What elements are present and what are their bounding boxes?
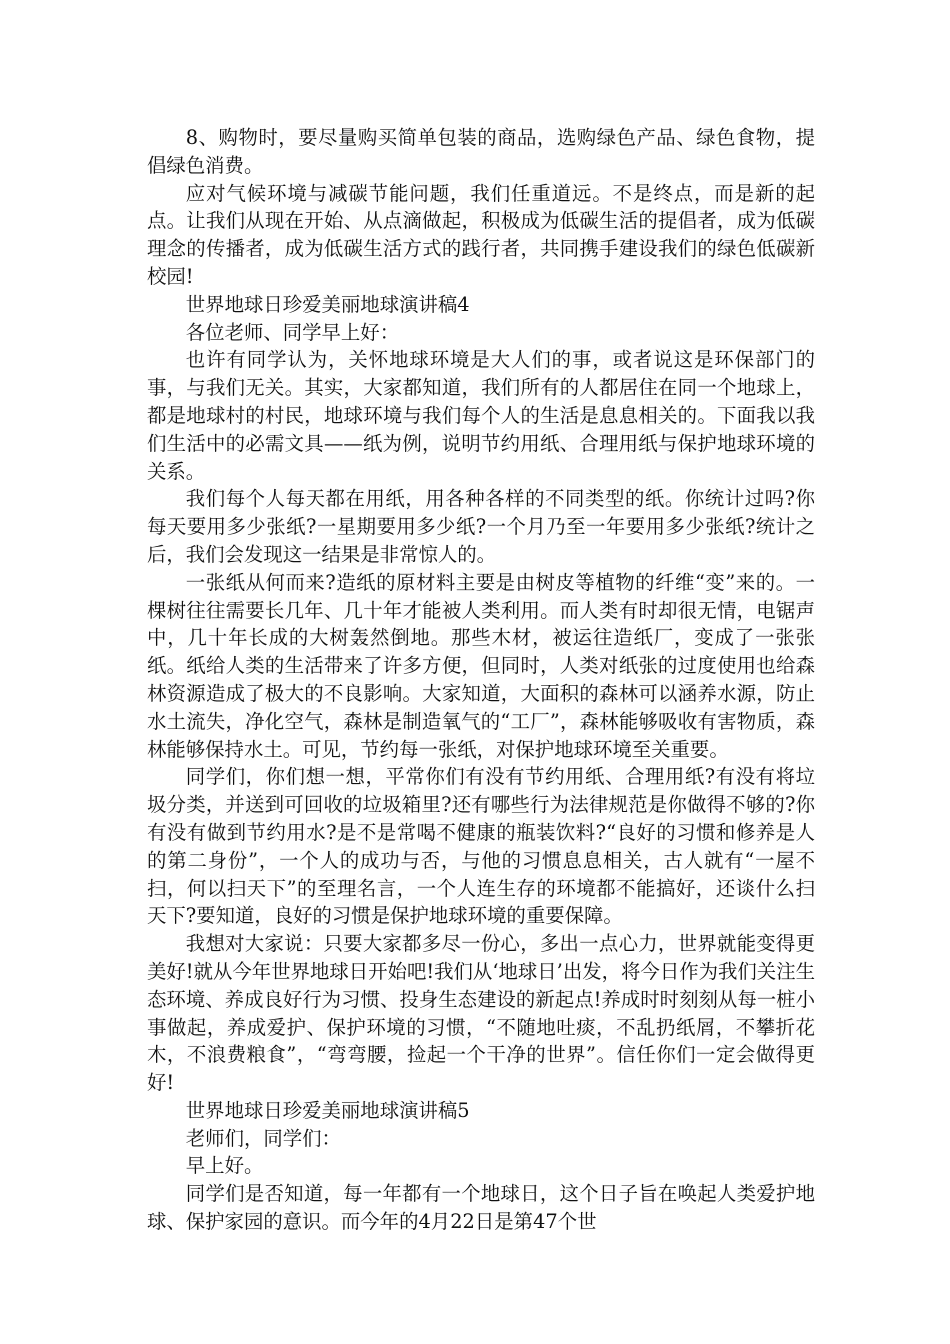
speech-title-4: 世界地球日珍爱美丽地球演讲稿4 (185, 292, 470, 316)
paragraph-paper-origin: 一张纸从何而来?造纸的原材料主要是由树皮等植物的纤维“变”来的。一棵树往往需要长几年、几十年才能被人类利用。而人类有时却很无情，电锯声中，几十年长成的大树轰然倒地。那些木材，被运往造纸厂，变成了一张张纸。纸给人类的生活带来了许多方便，但同时，人类对纸张的过度使用也给森林资源造成了极大的不良影响。大家知道，大面积的森林可以涵养水源，防止水土流失，净化空气，森林是制造氧气的“工厂”，森林能够吸收有害物质，森林能够保持水土。可见，节约每一张纸，对保护地球环境至关重要。 (147, 570, 815, 761)
paragraph-low-carbon-call: 应对气候环境与减碳节能问题，我们任重道远。不是终点，而是新的起点。让我们从现在开始、从点滴做起，积极成为低碳生活的提倡者，成为低碳理念的传播者，成为低碳生活方式的践行者，共同携手建设我们的绿色低碳新校园! (147, 181, 815, 288)
document-body (147, 124, 815, 1236)
paragraph-good-habits: 同学们，你们想一想，平常你们有没有节约用纸、合理用纸?有没有将垃圾分类，并送到可回收的垃圾箱里?还有哪些行为法律规范是你做得不够的?你有没有做到节约用水?是不是常喝不健康的瓶装饮料?“良好的习惯和修养是人的第二身份”，一个人的成功与否，与他的习惯息息相关，古人就有“一屋不扫，何以扫天下”的至理名言，一个人连生存的环境都不能搞好，还谈什么扫天下?要知道，良好的习惯是保护地球环境的重要保障。 (147, 765, 815, 928)
paragraph-shopping-tip: 8、购物时，要尽量购买简单包装的商品，选购绿色产品、绿色食物，提倡绿色消费。 (147, 126, 815, 177)
salutation-5: 老师们，同学们： (185, 1126, 341, 1150)
speech-title-5: 世界地球日珍爱美丽地球演讲稿5 (185, 1098, 470, 1122)
salutation-4: 各位老师、同学早上好： (185, 320, 400, 344)
paragraph-appeal: 我想对大家说：只要大家都多尽一份心，多出一点心力，世界就能变得更美好!就从今年世界地球日开始吧!我们从‘地球日’出发，将今日作为我们关注生态环境、养成良好行为习惯、投身生态建设的新起点!养成时时刻刻从每一桩小事做起，养成爱护、保护环境的习惯，“不随地吐痰，不乱扔纸屑，不攀折花木，不浪费粮食”，“弯弯腰，捡起一个干净的世界”。信任你们一定会做得更好! (147, 932, 815, 1095)
greeting-5: 早上好。 (185, 1154, 264, 1178)
paragraph-earth-day-intro: 同学们是否知道，每一年都有一个地球日，这个日子旨在唤起人类爱护地球、保护家园的意识。而今年的4月22日是第47个世 (147, 1182, 815, 1234)
paragraph-earth-responsibility: 也许有同学认为，关怀地球环境是大人们的事，或者说这是环保部门的事，与我们无关。其实，大家都知道，我们所有的人都居住在同一个地球上，都是地球村的村民，地球环境与我们每个人的生活是息息相关的。下面我以我们生活中的必需文具——纸为例，说明节约用纸、合理用纸与保护地球环境的关系。 (147, 348, 815, 483)
paragraph-paper-usage: 我们每个人每天都在用纸，用各种各样的不同类型的纸。你统计过吗?你每天要用多少张纸?一星期要用多少纸?一个月乃至一年要用多少张纸?统计之后，我们会发现这一结果是非常惊人的。 (147, 487, 815, 566)
